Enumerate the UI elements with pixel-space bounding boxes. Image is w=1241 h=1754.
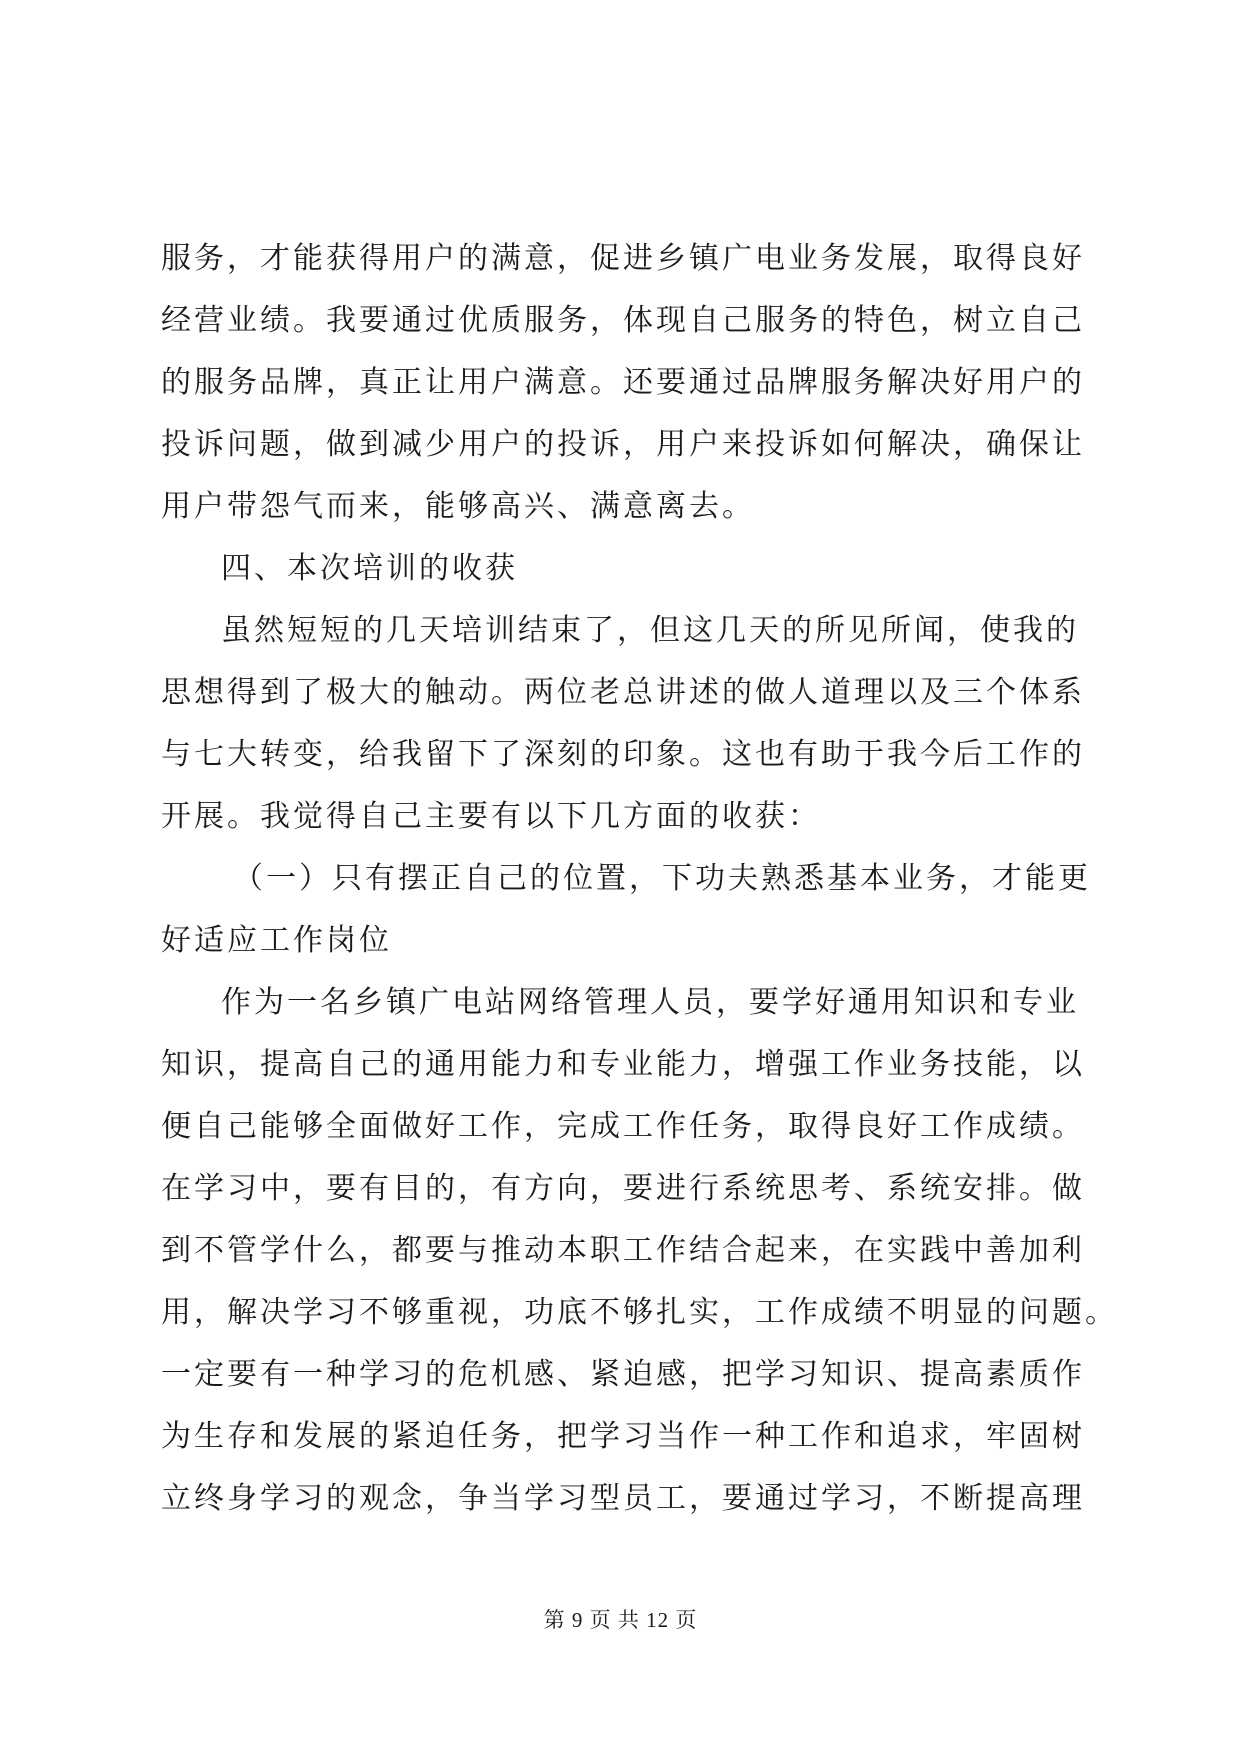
- text-line: 投诉问题，做到减少用户的投诉，用户来投诉如何解决，确保让: [161, 427, 1085, 462]
- text-line: 一定要有一种学习的危机感、紧迫感，把学习知识、提高素质作: [161, 1357, 1085, 1392]
- text-line: 思想得到了极大的触动。两位老总讲述的做人道理以及三个体系: [161, 675, 1085, 710]
- text-line: 与七大转变，给我留下了深刻的印象。这也有助于我今后工作的: [161, 737, 1085, 772]
- text-line: 便自己能够全面做好工作，完成工作任务，取得良好工作成绩。: [161, 1109, 1085, 1144]
- text-line: 到不管学什么，都要与推动本职工作结合起来，在实践中善加利: [161, 1233, 1085, 1268]
- page-number-footer: 第 9 页 共 12 页: [543, 1608, 698, 1632]
- text-line: 用，解决学习不够重视，功底不够扎实，工作成绩不明显的问题。: [161, 1295, 1118, 1330]
- text-line: 知识，提高自己的通用能力和专业能力，增强工作业务技能，以: [161, 1047, 1085, 1082]
- section-heading: 四、本次培训的收获: [221, 551, 518, 586]
- text-line: 的服务品牌，真正让用户满意。还要通过品牌服务解决好用户的: [161, 365, 1085, 400]
- text-line: 立终身学习的观念，争当学习型员工，要通过学习，不断提高理: [161, 1481, 1085, 1516]
- subsection-heading-continued: 好适应工作岗位: [161, 923, 392, 958]
- text-line: 在学习中，要有目的，有方向，要进行系统思考、系统安排。做: [161, 1171, 1085, 1206]
- text-line: 为生存和发展的紧迫任务，把学习当作一种工作和追求，牢固树: [161, 1419, 1085, 1454]
- text-line: 开展。我觉得自己主要有以下几方面的收获：: [161, 799, 821, 834]
- text-line: 虽然短短的几天培训结束了，但这几天的所见所闻，使我的: [221, 613, 1079, 648]
- text-line: 服务，才能获得用户的满意，促进乡镇广电业务发展，取得良好: [161, 241, 1085, 276]
- text-line: 用户带怨气而来，能够高兴、满意离去。: [161, 489, 755, 524]
- body-text: [161, 228, 1118, 1530]
- text-line: 作为一名乡镇广电站网络管理人员，要学好通用知识和专业: [221, 985, 1079, 1020]
- subsection-heading: （一）只有摆正自己的位置，下功夫熟悉基本业务，才能更: [233, 861, 1091, 896]
- text-line: 经营业绩。我要通过优质服务，体现自己服务的特色，树立自己: [161, 303, 1085, 338]
